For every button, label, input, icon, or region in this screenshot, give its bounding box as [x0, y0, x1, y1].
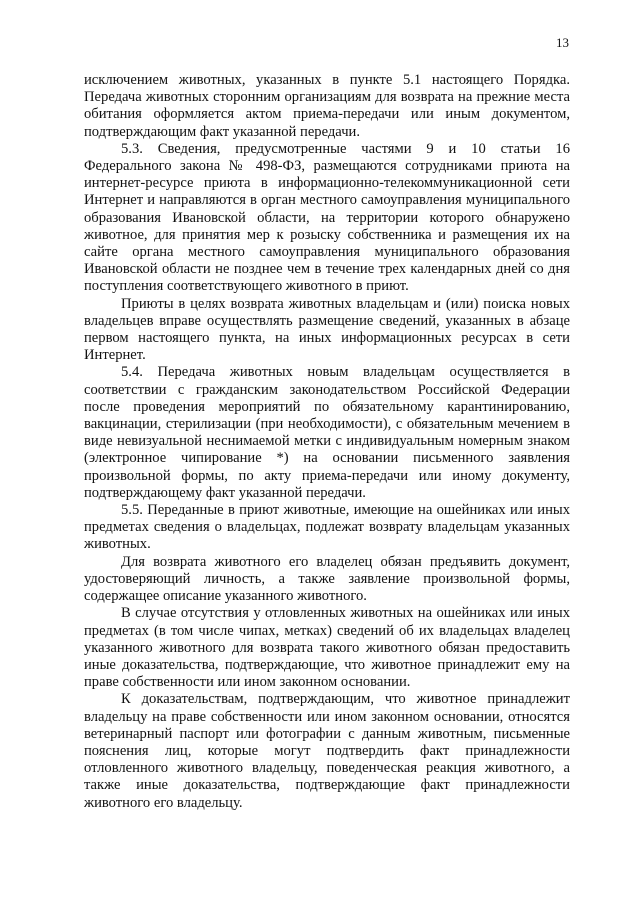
paragraph-absent-info: В случае отсутствия у отловленных животных на ошейниках или иных предметах (в том числе чипах, метках) сведений об их владельцах владелец указанного животного для возврата такого животного обязан предоставить иные доказательства, подтверждающие, что животное принадлежит ему на праве собственности или ином законном основании.	[84, 605, 570, 691]
document-body	[84, 72, 570, 812]
paragraph-5-5: 5.5. Переданные в приют животные, имеющие на ошейниках или иных предметах сведения о владельцах, подлежат возврату владельцам указанных животных.	[84, 502, 570, 553]
paragraph-5-3-internet: Приюты в целях возврата животных владельцам и (или) поиска новых владельцев вправе осуществлять размещение сведений, указанных в абзаце первом настоящего пункта, на иных информационных ресурсах в сети Интернет.	[84, 295, 570, 364]
paragraph-5-3: 5.3. Сведения, предусмотренные частями 9 и 10 статьи 16 Федерального закона № 498-ФЗ, размещаются сотрудниками приюта на интернет-ресурсе приюта в информационно-телекоммуникационной сети Интернет и направляются в орган местного самоуправления муниципального образования Ивановской области, на территории которого обнаружено животное, для принятия мер к розыску собственника и размещения их на сайте органа местного самоуправления муниципального образования Ивановской области не позднее чем в течение трех календарных дней со дня поступления соответствующего животного в приют.	[84, 140, 570, 295]
paragraph-continuation: исключением животных, указанных в пункте 5.1 настоящего Порядка. Передача животных сторонним организациям для возврата на прежние места обитания оформляется актом приема-передачи или иным документом, подтверждающим факт указанной передачи.	[84, 72, 570, 140]
paragraph-evidence: К доказательствам, подтверждающим, что животное принадлежит владельцу на праве собственности или ином законном основании, относятся ветеринарный паспорт или фотографии с данным животным, письменные пояснения лиц, которые могут подтвердить факт принадлежности отловленного животного владельцу, поведенческая реакция животного, а также иные доказательства, подтверждающие факт принадлежности животного его владельцу.	[84, 691, 570, 811]
page-number: 13	[556, 35, 569, 50]
paragraph-owner-document: Для возврата животного его владелец обязан предъявить документ, удостоверяющий личность, а также заявление произвольной формы, содержащее описание указанного животного.	[84, 553, 570, 605]
paragraph-5-4: 5.4. Передача животных новым владельцам осуществляется в соответствии с гражданским законодательством Российской Федерации после проведения мероприятий по обязательному карантинированию, вакцинации, стерилизации (при необходимости), с обязательным мечением в виде невизуальной неснимаемой метки с индивидуальным номерным знаком (электронное чипирование *) на основании письменного заявления произвольной формы, по акту приема-передачи или иному документу, подтверждающему факт указанной передачи.	[84, 364, 570, 501]
